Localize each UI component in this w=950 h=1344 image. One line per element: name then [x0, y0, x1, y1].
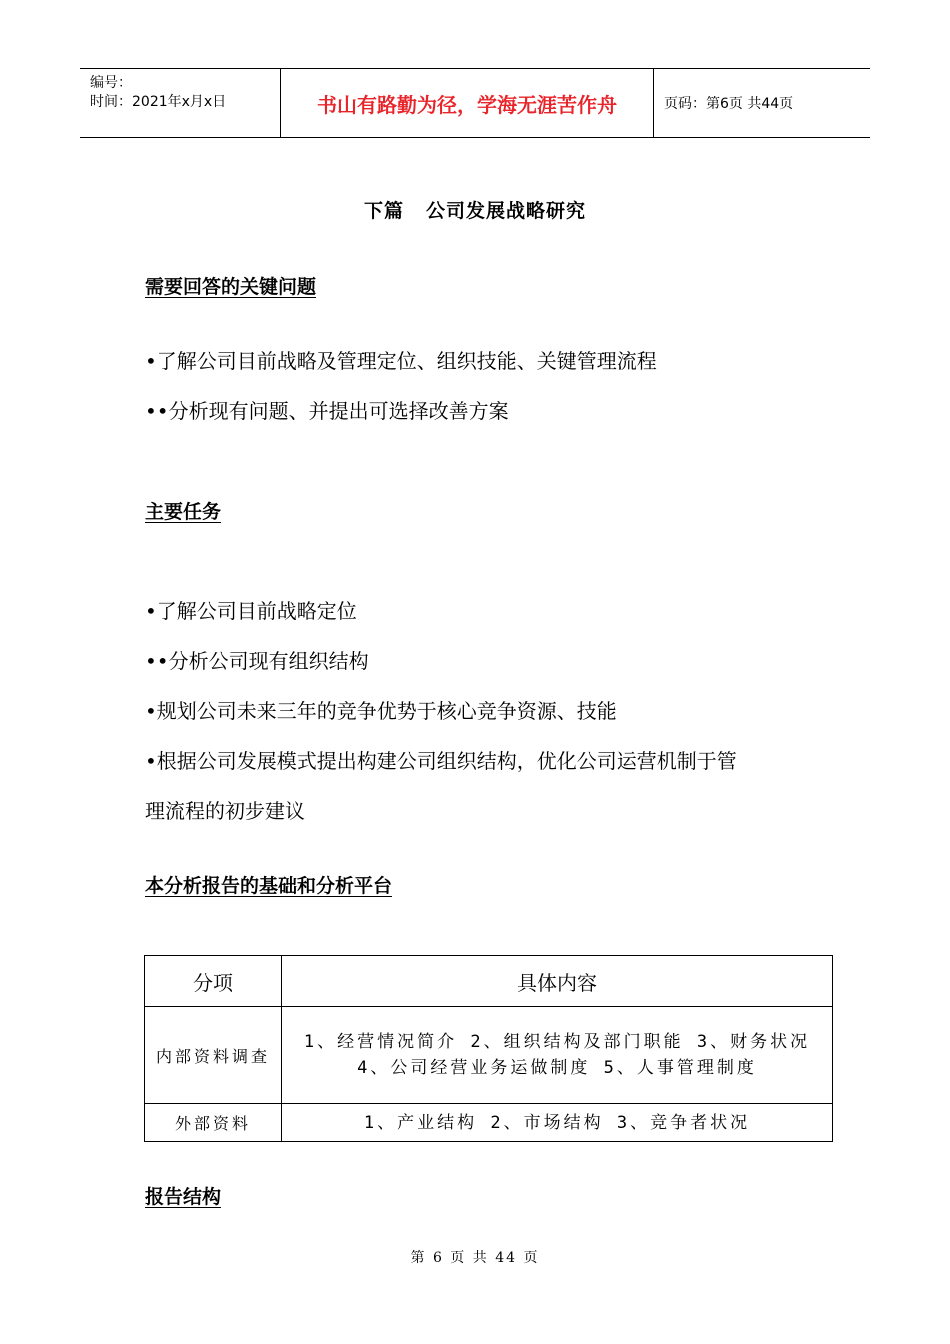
table-row: [145, 1007, 833, 1104]
header-number: 编号：: [90, 75, 132, 91]
table-cell-content: 1、产业结构 2、市场结构 3、竞争者状况: [282, 1104, 833, 1142]
section-heading-key-questions: 需要回答的关键问题: [145, 276, 317, 298]
table-header-cell: 具体内容: [282, 956, 833, 1007]
task-item: •了解公司目前战略定位: [145, 599, 357, 623]
table-header-cell: 分项: [145, 956, 282, 1007]
analysis-platform-table: [144, 955, 833, 1142]
table-cell-item: 内部资料调查: [145, 1007, 282, 1104]
page-header: [80, 68, 870, 138]
task-item: ••分析公司现有组织结构: [145, 649, 369, 673]
table-cell-item: 外部资料: [145, 1104, 282, 1142]
content-line: 1、经营情况简介 2、组织结构及部门职能 3、财务状况: [303, 1032, 811, 1052]
task-item: 理流程的初步建议: [145, 799, 305, 823]
header-meta: [80, 69, 281, 137]
header-page-info: 页码：第6页 共44页: [664, 96, 794, 112]
section-heading-basis: 本分析报告的基础和分析平台: [145, 875, 393, 897]
page-title: [0, 196, 950, 223]
key-question-item: ••分析现有问题、并提出可选择改善方案: [145, 399, 509, 423]
table-header-row: [145, 956, 833, 1007]
table-cell-content: [282, 1007, 833, 1104]
page-footer: 第 6 页 共 44 页: [410, 1250, 540, 1266]
content-line: 4、公司经营业务运做制度 5、人事管理制度: [357, 1058, 757, 1078]
title-name: 公司发展战略研究: [426, 200, 587, 222]
header-time: 时间：2021年x月x日: [90, 94, 227, 110]
table-row: [145, 1104, 833, 1142]
section-heading-report-structure: 报告结构: [145, 1186, 222, 1208]
title-part: 下篇: [363, 200, 404, 222]
key-question-item: •了解公司目前战略及管理定位、组织技能、关键管理流程: [145, 349, 657, 373]
header-motto: 书山有路勤为径，学海无涯苦作舟: [281, 69, 654, 137]
task-item: •规划公司未来三年的竞争优势于核心竞争资源、技能: [145, 699, 617, 723]
section-heading-main-tasks: 主要任务: [145, 501, 222, 523]
task-item: •根据公司发展模式提出构建公司组织结构，优化公司运营机制于管: [145, 749, 737, 773]
